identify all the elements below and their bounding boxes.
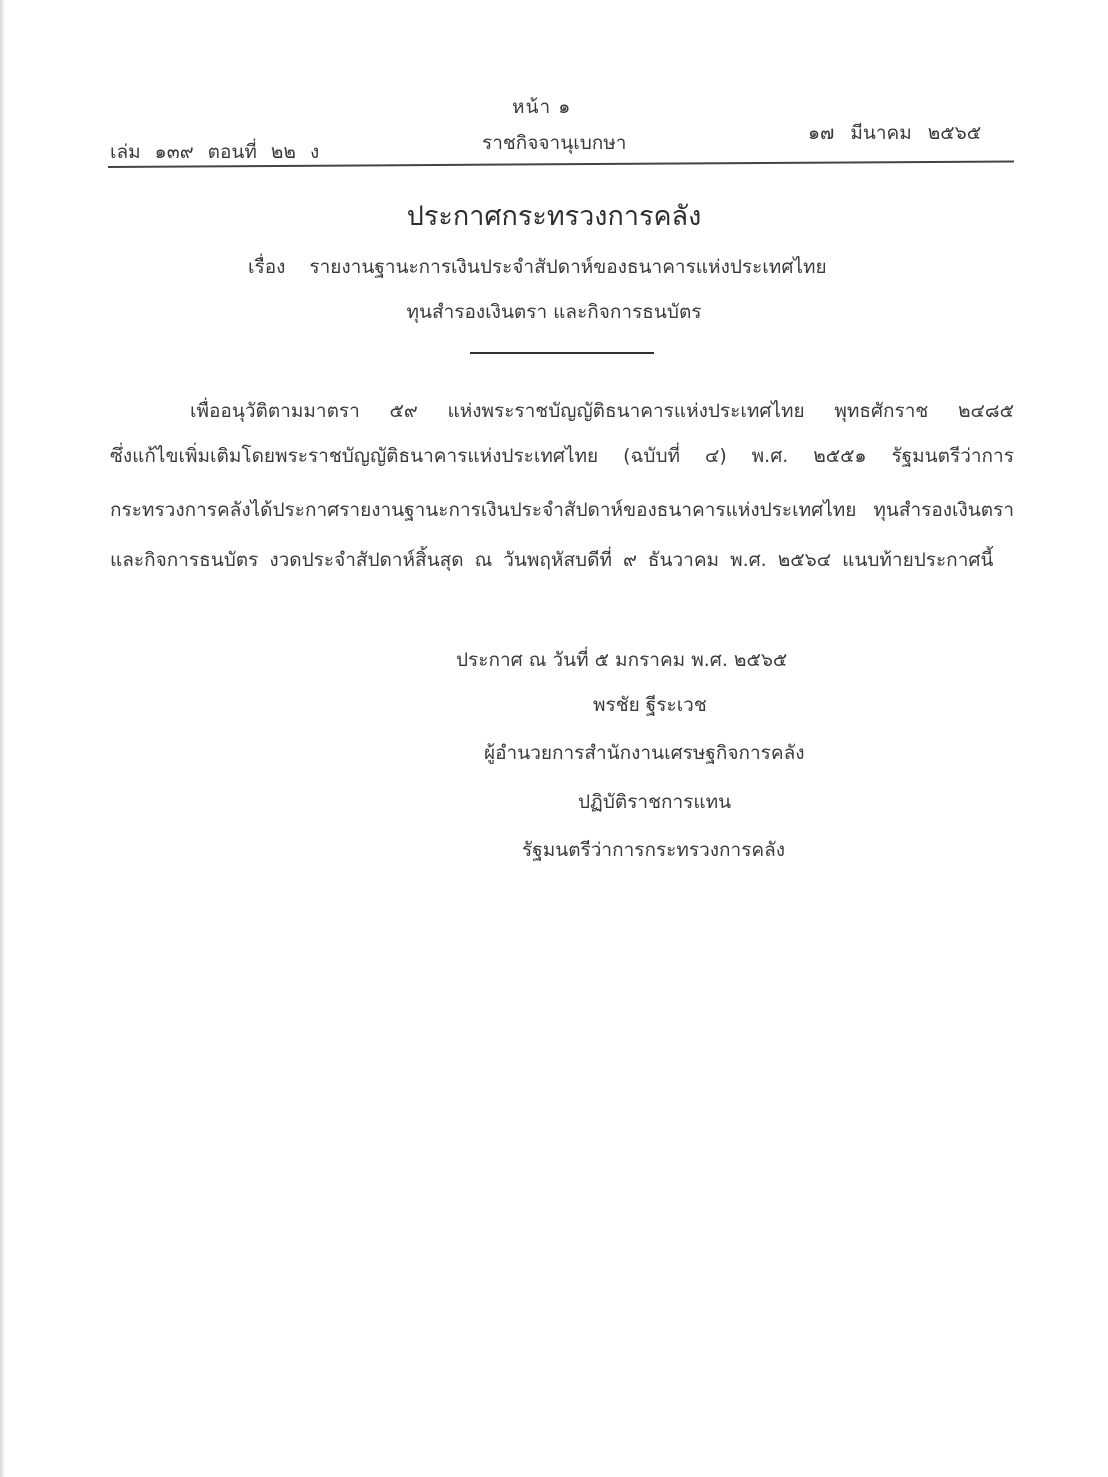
subject-text: รายงานฐานะการเงินประจำสัปดาห์ของธนาคารแห่งประเทศไทย	[309, 256, 827, 278]
volume-number: ๑๓๙	[154, 141, 194, 163]
body-word: พ.ศ.	[730, 549, 767, 571]
document-title: ประกาศกระทรวงการคลัง	[406, 201, 702, 232]
date-day: ๑๗	[808, 122, 835, 144]
body-word: ๒๕๕๑	[813, 445, 867, 467]
body-word: ๔)	[704, 445, 727, 467]
body-word: เพื่ออนุวัติตามมาตรา	[190, 400, 360, 422]
body-word: ๒๔๘๕	[958, 400, 1014, 422]
page-number: หน้า ๑	[512, 96, 572, 118]
gazette-name: ราชกิจจานุเบกษา	[482, 132, 627, 154]
body-word: รัฐมนตรีว่าการ	[891, 445, 1014, 467]
subject-line-1	[248, 252, 827, 282]
title-divider	[470, 352, 654, 354]
body-line-2	[110, 441, 1014, 471]
body-word: (ฉบับที่	[623, 445, 681, 467]
body-word: ๙	[622, 549, 637, 571]
date-year: ๒๕๖๕	[927, 122, 982, 144]
body-word: กระทรวงการคลังได้ประกาศรายงานฐานะการเงินประจำสัปดาห์ของธนาคารแห่งประเทศไทย	[110, 499, 857, 521]
subject-line-2: ทุนสำรองเงินตรา และกิจการธนบัตร	[406, 301, 702, 323]
body-word: ๒๕๖๔	[777, 549, 832, 571]
body-word: ซึ่งแก้ไขเพิ่มเติมโดยพระราชบัญญัติธนาคารแห่งประเทศไทย	[110, 445, 599, 467]
body-word: แห่งพระราชบัญญัติธนาคารแห่งประเทศไทย	[447, 400, 805, 422]
issue-number: ๒๒	[270, 141, 296, 163]
subject-label: เรื่อง	[248, 256, 286, 278]
body-word: วันพฤหัสบดีที่	[503, 549, 612, 571]
gazette-volume-issue	[110, 137, 333, 167]
issue-label: ตอนที่	[207, 141, 257, 163]
acting-on-behalf: ปฏิบัติราชการแทน	[578, 791, 732, 813]
signatory-position: ผู้อำนวยการสำนักงานเศรษฐกิจการคลัง	[484, 742, 805, 764]
body-word: แนบท้ายประกาศนี้	[842, 549, 994, 571]
body-word: พุทธศักราช	[834, 400, 929, 422]
body-word: พ.ศ.	[751, 445, 789, 467]
body-word: ทุนสำรองเงินตรา	[873, 499, 1014, 521]
body-line-4	[110, 545, 1014, 575]
body-word: ณ	[474, 549, 493, 571]
body-line-1	[190, 396, 1014, 426]
date-month: มีนาคม	[850, 122, 912, 144]
body-line-3	[110, 495, 1014, 525]
gazette-date	[808, 118, 997, 148]
body-word: ธันวาคม	[647, 549, 720, 571]
volume-label: เล่ม	[110, 141, 141, 163]
minister-title: รัฐมนตรีว่าการกระทรวงการคลัง	[522, 839, 786, 861]
body-word: ๕๙	[389, 400, 418, 422]
announcement-date: ประกาศ ณ วันที่ ๕ มกราคม พ.ศ. ๒๕๖๕	[456, 649, 788, 671]
signatory-name: พรชัย ฐีระเวช	[593, 694, 707, 716]
body-word: และกิจการธนบัตร	[110, 549, 259, 571]
issue-letter: ง	[309, 141, 320, 163]
body-word: งวดประจำสัปดาห์สิ้นสุด	[269, 549, 464, 571]
